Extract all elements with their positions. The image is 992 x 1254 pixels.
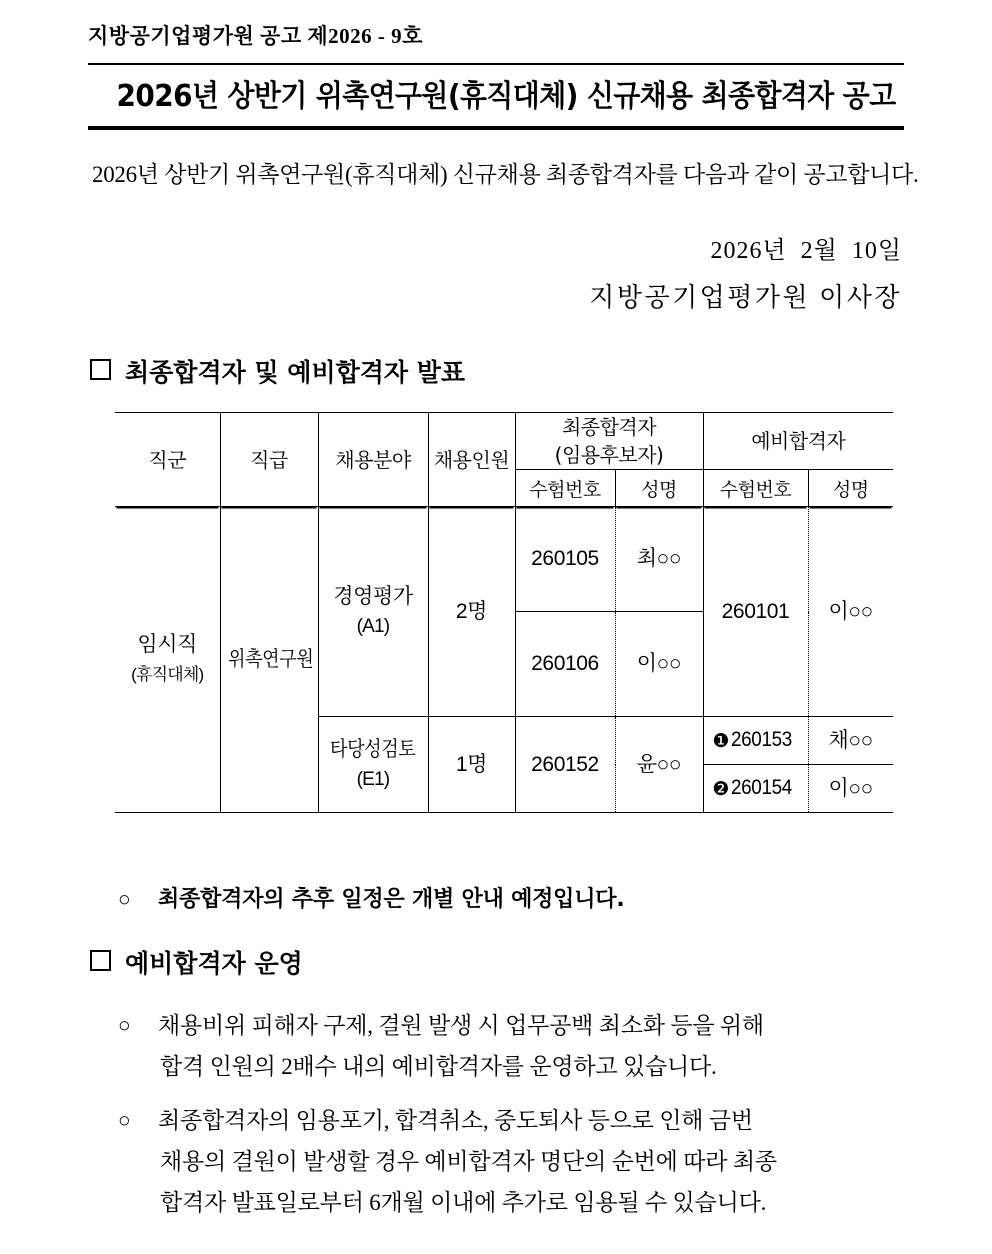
table-bottom-rule-6 — [615, 813, 703, 814]
results-table-head — [115, 413, 893, 507]
bullet-after-table — [118, 879, 878, 920]
table-bottom-rule-7 — [703, 813, 808, 814]
header-name-final: 성명 — [615, 470, 703, 507]
cell-headcount-e1: 1명 — [428, 717, 515, 813]
bullet-reserve-policy-line-1: 채용비위 피해자 구제, 결원 발생 시 업무공백 최소화 등을 위해 — [158, 1013, 764, 1038]
header-exam-no-final: 수험번호 — [515, 470, 615, 507]
cell-reserve-exam-no-a1: 260101 — [703, 507, 808, 717]
date-month: 2월 — [800, 238, 838, 264]
cell-headcount-a1: 2명 — [428, 507, 515, 717]
field-a1-code: (A1) — [356, 615, 390, 637]
cell-reserve-exam-no-e1-2 — [703, 765, 808, 813]
cell-job-rank: 위촉연구원 — [220, 507, 318, 813]
bullet-reserve-policy-line-2: 합격 인원의 2배수 내의 예비합격자를 운영하고 있습니다. — [160, 1054, 717, 1079]
square-bullet-icon — [90, 359, 111, 380]
date-day: 10일 — [851, 238, 902, 264]
job-group-main: 임시직 — [137, 632, 198, 656]
circle-bullet-icon-2: ○ — [118, 1013, 131, 1037]
field-a1-name: 경영평가 — [333, 584, 413, 608]
cell-final-exam-no-1: 260105 — [515, 507, 615, 612]
header-reserve-pass: 예비합격자 — [703, 413, 893, 470]
cell-final-name-1: 최○○ — [615, 507, 703, 612]
bullet-after-table-text — [158, 879, 878, 920]
table-bottom-rule-8 — [808, 813, 893, 814]
cell-reserve-name-e1-2: 이○○ — [808, 765, 893, 813]
announcement-date — [710, 230, 902, 265]
intro-paragraph: 2026년 상반기 위촉연구원(휴직대체) 신규채용 최종합격자를 다음과 같이 공고합니다. — [92, 162, 919, 187]
bullet-reserve-appointment-text — [158, 1100, 908, 1223]
results-table — [115, 412, 893, 813]
bullet-reserve-appointment — [118, 1100, 908, 1223]
square-bullet-icon-2 — [90, 950, 111, 971]
bullet-reserve-policy — [118, 1005, 888, 1087]
cell-final-exam-no-2: 260106 — [515, 612, 615, 717]
header-headcount: 채용인원 — [428, 413, 515, 507]
table-bottom-rule-2 — [220, 813, 318, 814]
cell-final-name-2: 이○○ — [615, 612, 703, 717]
results-table-body — [115, 507, 893, 814]
date-year: 2026년 — [710, 238, 787, 264]
table-bottom-rule-3 — [318, 813, 428, 814]
field-e1-code: (E1) — [356, 768, 390, 790]
document-number: 지방공기업평가원 공고 제2026 - 9호 — [88, 24, 423, 48]
bullet-reserve-policy-text — [158, 1005, 888, 1087]
bullet-reserve-appointment-line-1: 최종합격자의 임용포기, 합격취소, 중도퇴사 등으로 인해 금번 — [158, 1108, 753, 1133]
cell-job-group — [115, 507, 220, 813]
reserve-exam-no-2: 260154 — [730, 776, 792, 799]
cell-reserve-exam-no-e1-1 — [703, 717, 808, 765]
header-final-pass-sub: (임용후보자) — [554, 443, 664, 467]
cell-reserve-name-a1: 이○○ — [808, 507, 893, 717]
header-final-pass-main: 최종합격자 — [561, 415, 657, 439]
table-bottom-rule — [115, 813, 220, 814]
cell-field-e1 — [318, 717, 428, 813]
section-one-label: 최종합격자 및 예비합격자 발표 — [125, 358, 466, 387]
header-name-reserve: 성명 — [808, 470, 893, 507]
field-e1-name: 타당성검토 — [330, 737, 416, 761]
header-exam-no-reserve: 수험번호 — [703, 470, 808, 507]
bullet-after-table-line-1: 최종합격자의 추후 일정은 개별 안내 예정입니다. — [158, 887, 625, 912]
cell-final-exam-no-3: 260152 — [515, 717, 615, 813]
reserve-rank-2-icon: ❷ — [712, 778, 729, 800]
section-two-label: 예비합격자 운영 — [125, 949, 303, 978]
cell-field-a1 — [318, 507, 428, 717]
cell-final-name-3: 윤○○ — [615, 717, 703, 813]
reserve-rank-1-icon: ❶ — [712, 730, 729, 752]
bullet-reserve-appointment-line-2: 채용의 결원이 발생할 경우 예비합격자 명단의 순번에 따라 최종 — [160, 1149, 777, 1174]
circle-bullet-icon-3: ○ — [118, 1108, 131, 1132]
circle-bullet-icon: ○ — [118, 887, 131, 911]
results-table-container — [115, 412, 893, 813]
table-bottom-rule-4 — [428, 813, 515, 814]
signature-line: 지방공기업평가원 이사장 — [589, 283, 902, 312]
title-bottom-rule — [88, 126, 904, 130]
header-final-pass — [515, 413, 703, 470]
title-top-rule — [88, 63, 904, 65]
section-heading-announcement — [90, 353, 465, 389]
header-job-group: 직군 — [115, 413, 220, 507]
reserve-exam-no-1: 260153 — [730, 728, 792, 751]
cell-reserve-name-e1-1: 채○○ — [808, 717, 893, 765]
section-heading-reserve — [90, 944, 303, 980]
job-group-sub: (휴직대체) — [131, 664, 204, 684]
bullet-reserve-appointment-line-3: 합격자 발표일로부터 6개월 이내에 추가로 임용될 수 있습니다. — [160, 1190, 767, 1215]
header-field: 채용분야 — [318, 413, 428, 507]
page-title: 2026년 상반기 위촉연구원(휴직대체) 신규채용 최종합격자 공고 — [116, 79, 896, 114]
table-bottom-rule-5 — [515, 813, 615, 814]
header-job-rank: 직급 — [220, 413, 318, 507]
